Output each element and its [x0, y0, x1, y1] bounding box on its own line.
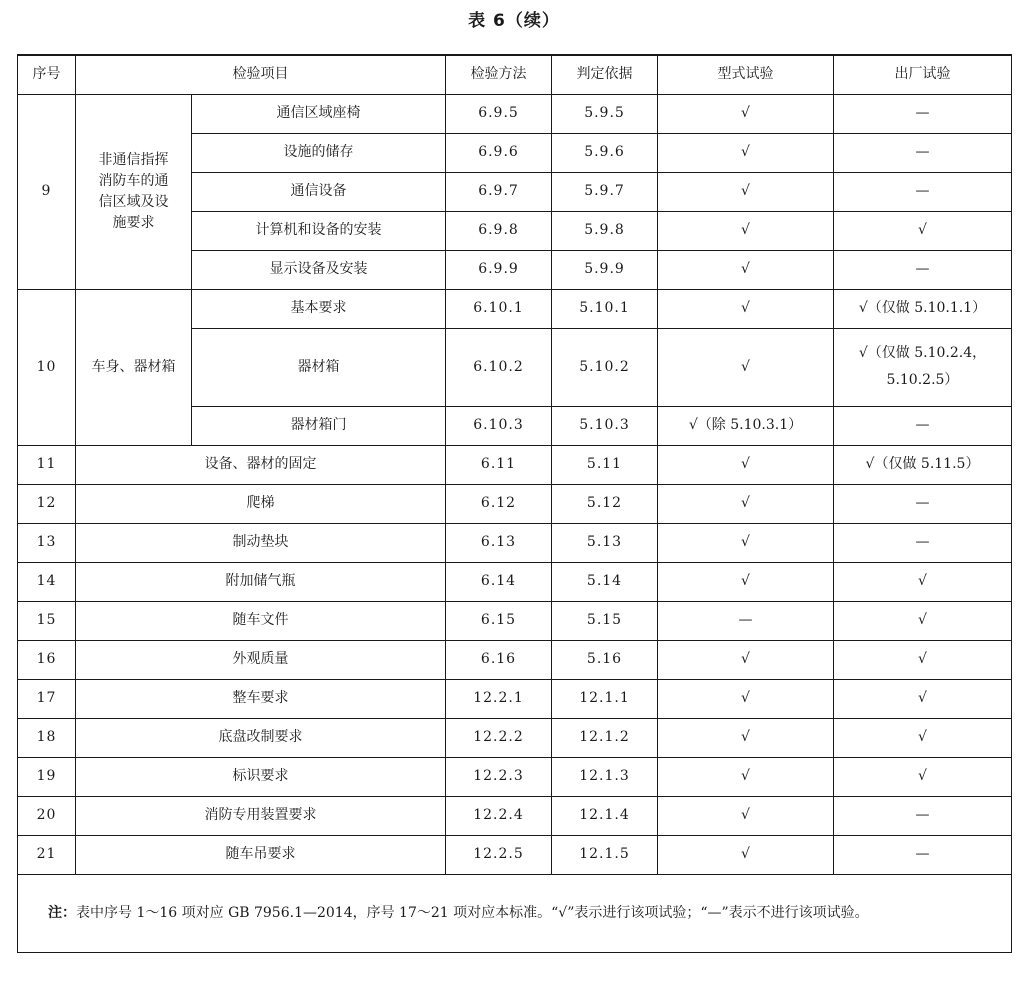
- cell-item: 通信设备: [192, 172, 446, 211]
- table-row: [18, 523, 1012, 562]
- cell-item: 设备、器材的固定: [76, 445, 446, 484]
- row-seq: 9: [18, 94, 76, 289]
- header-type-test: 型式试验: [658, 55, 834, 94]
- group-label-line: 非通信指挥: [98, 151, 169, 168]
- cell-method: 6.10.1: [446, 289, 552, 328]
- cell-item: 爬梯: [76, 484, 446, 523]
- cell-basis: 5.10.2: [552, 328, 658, 406]
- cell-factory-test: √（仅做 5.11.5）: [834, 445, 1012, 484]
- cell-factory-test: —: [834, 406, 1012, 445]
- header-item: 检验项目: [76, 55, 446, 94]
- note-text: 表中序号 1～16 项对应 GB 7956.1—2014，序号 17～21 项对应本标准。“√”表示进行该项试验；“—”表示不进行该项试验。: [76, 904, 869, 921]
- cell-item: 外观质量: [76, 640, 446, 679]
- table-row: [18, 445, 1012, 484]
- row-seq: 21: [18, 835, 76, 874]
- cell-type-test: √: [658, 94, 834, 133]
- cell-item: 随车吊要求: [76, 835, 446, 874]
- cell-basis: 5.9.9: [552, 250, 658, 289]
- group-label-line: 施要求: [112, 214, 155, 231]
- cell-basis: 12.1.1: [552, 679, 658, 718]
- row-seq: 14: [18, 562, 76, 601]
- cell-basis: 5.12: [552, 484, 658, 523]
- header-method: 检验方法: [446, 55, 552, 94]
- cell-method: 6.9.8: [446, 211, 552, 250]
- cell-type-test: √: [658, 757, 834, 796]
- cell-method: 6.14: [446, 562, 552, 601]
- cell-factory-test: —: [834, 172, 1012, 211]
- cell-factory-test: √: [834, 718, 1012, 757]
- table-row: [18, 796, 1012, 835]
- cell-factory-test: —: [834, 796, 1012, 835]
- group-label: 车身、器材箱: [76, 289, 192, 445]
- cell-item: 器材箱: [192, 328, 446, 406]
- table-row: [18, 289, 1012, 328]
- table-row: [18, 601, 1012, 640]
- cell-factory-test: √: [834, 211, 1012, 250]
- row-seq: 20: [18, 796, 76, 835]
- cell-item: 消防专用装置要求: [76, 796, 446, 835]
- cell-method: 6.16: [446, 640, 552, 679]
- cell-basis: 12.1.2: [552, 718, 658, 757]
- cell-method: 6.9.5: [446, 94, 552, 133]
- cell-type-test: √: [658, 484, 834, 523]
- row-seq: 18: [18, 718, 76, 757]
- row-seq: 12: [18, 484, 76, 523]
- note-label: 注：: [48, 904, 76, 921]
- cell-method: 6.15: [446, 601, 552, 640]
- cell-factory-test: —: [834, 250, 1012, 289]
- cell-basis: 5.16: [552, 640, 658, 679]
- cell-factory-test: √: [834, 640, 1012, 679]
- cell-method: 6.11: [446, 445, 552, 484]
- table-row: [18, 679, 1012, 718]
- inspection-table: [17, 54, 1012, 953]
- cell-method: 6.10.2: [446, 328, 552, 406]
- cell-item: 器材箱门: [192, 406, 446, 445]
- cell-type-test: √: [658, 835, 834, 874]
- cell-type-test: √: [658, 445, 834, 484]
- cell-method: 6.9.9: [446, 250, 552, 289]
- cell-basis: 5.15: [552, 601, 658, 640]
- cell-factory-test: —: [834, 523, 1012, 562]
- table-caption: 表 6（续）: [468, 11, 560, 31]
- cell-factory-test: —: [834, 133, 1012, 172]
- row-seq: 11: [18, 445, 76, 484]
- cell-item: 随车文件: [76, 601, 446, 640]
- factory-test-line: √（仅做 5.10.2.4，: [858, 345, 987, 361]
- cell-type-test: —: [658, 601, 834, 640]
- cell-factory-test: —: [834, 484, 1012, 523]
- cell-method: 6.9.7: [446, 172, 552, 211]
- cell-basis: 12.1.5: [552, 835, 658, 874]
- cell-method: 6.13: [446, 523, 552, 562]
- cell-basis: 5.11: [552, 445, 658, 484]
- table-row: [18, 94, 1012, 133]
- cell-method: 12.2.3: [446, 757, 552, 796]
- row-seq: 16: [18, 640, 76, 679]
- factory-test-line: 5.10.2.5）: [886, 372, 959, 388]
- header-row: [18, 55, 1012, 94]
- header-seq: 序号: [18, 55, 76, 94]
- table-row: [18, 484, 1012, 523]
- cell-type-test: √（除 5.10.3.1）: [658, 406, 834, 445]
- cell-item: 制动垫块: [76, 523, 446, 562]
- header-factory-test: 出厂试验: [834, 55, 1012, 94]
- cell-basis: 5.9.5: [552, 94, 658, 133]
- cell-method: 12.2.5: [446, 835, 552, 874]
- cell-type-test: √: [658, 133, 834, 172]
- note-row: [18, 874, 1012, 952]
- cell-type-test: √: [658, 211, 834, 250]
- cell-basis: 12.1.4: [552, 796, 658, 835]
- table-note: [18, 874, 1012, 952]
- table-row: [18, 562, 1012, 601]
- cell-basis: 12.1.3: [552, 757, 658, 796]
- cell-factory-test: √: [834, 562, 1012, 601]
- cell-type-test: √: [658, 796, 834, 835]
- cell-type-test: √: [658, 289, 834, 328]
- cell-item: 底盘改制要求: [76, 718, 446, 757]
- cell-basis: 5.10.1: [552, 289, 658, 328]
- cell-basis: 5.14: [552, 562, 658, 601]
- cell-type-test: √: [658, 640, 834, 679]
- cell-factory-test: —: [834, 94, 1012, 133]
- cell-type-test: √: [658, 328, 834, 406]
- cell-item: 基本要求: [192, 289, 446, 328]
- cell-basis: 5.13: [552, 523, 658, 562]
- cell-basis: 5.9.8: [552, 211, 658, 250]
- cell-method: 12.2.1: [446, 679, 552, 718]
- row-seq: 19: [18, 757, 76, 796]
- cell-item: 通信区域座椅: [192, 94, 446, 133]
- cell-type-test: √: [658, 679, 834, 718]
- cell-item: 显示设备及安装: [192, 250, 446, 289]
- cell-item: 设施的储存: [192, 133, 446, 172]
- cell-item: 标识要求: [76, 757, 446, 796]
- row-seq: 15: [18, 601, 76, 640]
- group-label: [76, 94, 192, 289]
- cell-item: 计算机和设备的安装: [192, 211, 446, 250]
- cell-factory-test: √: [834, 601, 1012, 640]
- cell-basis: 5.9.6: [552, 133, 658, 172]
- header-basis: 判定依据: [552, 55, 658, 94]
- table-row: [18, 640, 1012, 679]
- table-row: [18, 757, 1012, 796]
- cell-type-test: √: [658, 718, 834, 757]
- cell-item: 附加储气瓶: [76, 562, 446, 601]
- cell-factory-test: —: [834, 835, 1012, 874]
- cell-method: 12.2.2: [446, 718, 552, 757]
- cell-type-test: √: [658, 562, 834, 601]
- cell-factory-test: √: [834, 679, 1012, 718]
- cell-method: 6.12: [446, 484, 552, 523]
- cell-factory-test: √: [834, 757, 1012, 796]
- row-seq: 17: [18, 679, 76, 718]
- cell-method: 6.10.3: [446, 406, 552, 445]
- row-seq: 13: [18, 523, 76, 562]
- cell-type-test: √: [658, 172, 834, 211]
- cell-item: 整车要求: [76, 679, 446, 718]
- cell-method: 12.2.4: [446, 796, 552, 835]
- cell-type-test: √: [658, 250, 834, 289]
- cell-basis: 5.10.3: [552, 406, 658, 445]
- group-label-line: 消防车的通: [98, 172, 169, 189]
- cell-method: 6.9.6: [446, 133, 552, 172]
- table-row: [18, 835, 1012, 874]
- cell-basis: 5.9.7: [552, 172, 658, 211]
- group-label-line: 信区域及设: [98, 193, 169, 210]
- cell-factory-test: [834, 328, 1012, 406]
- row-seq: 10: [18, 289, 76, 445]
- cell-type-test: √: [658, 523, 834, 562]
- table-row: [18, 718, 1012, 757]
- cell-factory-test: √（仅做 5.10.1.1）: [834, 289, 1012, 328]
